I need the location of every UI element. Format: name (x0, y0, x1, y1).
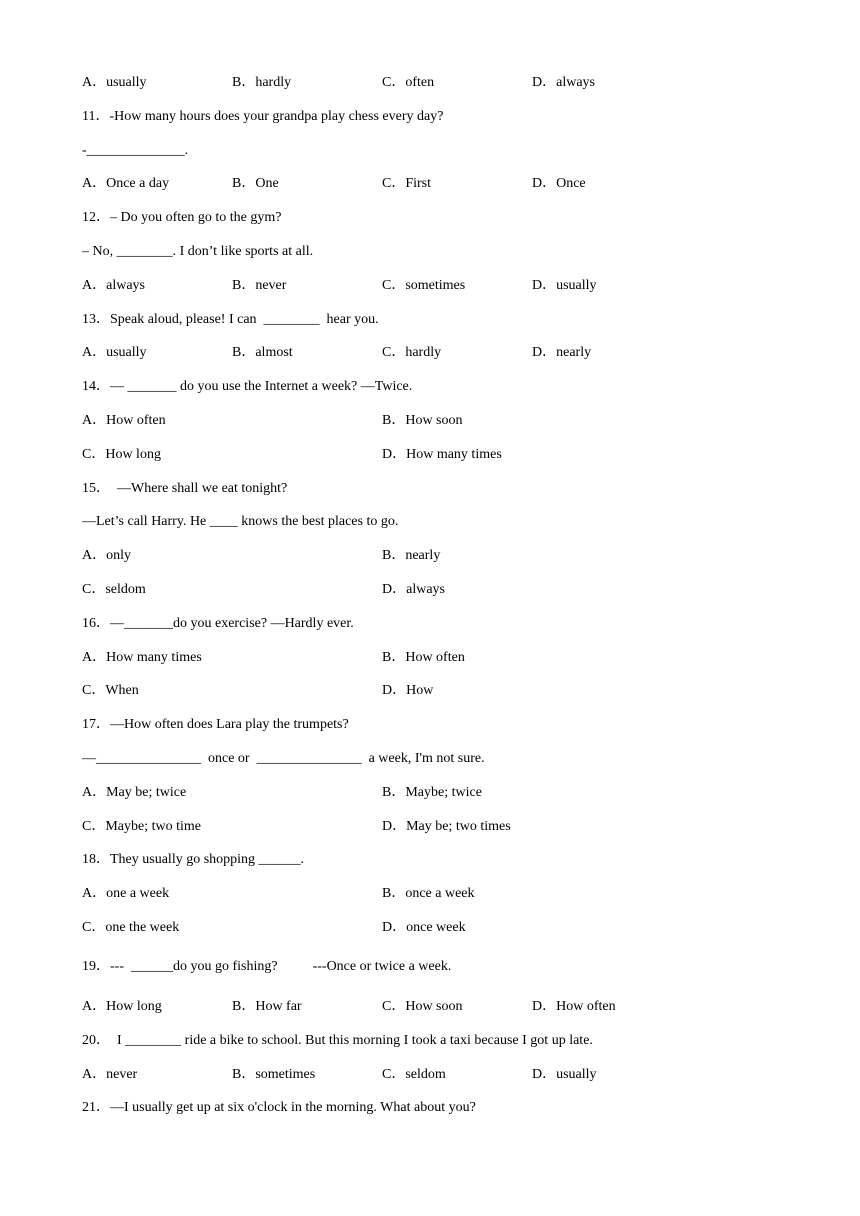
q13-option-a: A．usually (82, 345, 147, 360)
q14-option-c: C．How long (82, 447, 161, 462)
q15-option-d: D．always (382, 582, 445, 597)
q10-option-b: B．hardly (232, 75, 292, 90)
q10-option-a: A．usually (82, 75, 147, 90)
q14-option-d: D．How many times (382, 447, 502, 462)
q10-option-d: D．always (532, 75, 595, 90)
q15-stem: 15． —Where shall we eat tonight? (82, 481, 288, 496)
q17-option-c: C．Maybe; two time (82, 819, 201, 834)
q16-option-a: A．How many times (82, 650, 202, 665)
q19-option-a: A．How long (82, 999, 162, 1014)
q11-option-d: D．Once (532, 176, 586, 191)
q16-option-c: C．When (82, 683, 139, 698)
q14-stem: 14．— _______ do you use the Internet a week? —Twice. (82, 379, 413, 394)
q19-option-c: C．How soon (382, 999, 463, 1014)
q13-stem: 13．Speak aloud, please! I can ________ hear you. (82, 312, 379, 327)
q10-option-c: C．often (382, 75, 435, 90)
q18-option-b: B．once a week (382, 886, 475, 901)
q19-option-d: D．How often (532, 999, 616, 1014)
q12-option-d: D．usually (532, 278, 597, 293)
q14-option-a: A．How often (82, 413, 166, 428)
q15-option-a: A．only (82, 548, 131, 563)
q13-option-d: D．nearly (532, 345, 592, 360)
q15-option-b: B．nearly (382, 548, 441, 563)
q13-option-b: B．almost (232, 345, 293, 360)
q20-stem: 20． I ________ ride a bike to school. But this morning I took a taxi because I got up late. (82, 1033, 593, 1048)
q14-option-b: B．How soon (382, 413, 463, 428)
q16-stem: 16．—_______do you exercise? —Hardly ever. (82, 616, 354, 631)
q12-answer-line: – No, ________. I don’t like sports at all. (82, 244, 314, 259)
q16-option-d: D．How (382, 683, 434, 698)
q11-option-c: C．First (382, 176, 432, 191)
q20-option-a: A．never (82, 1067, 138, 1082)
q20-option-b: B．sometimes (232, 1067, 316, 1082)
q15-option-c: C．seldom (82, 582, 146, 597)
q18-option-d: D．once week (382, 920, 466, 935)
q19-stem: 19．--- ______do you go fishing? ---Once or twice a week. (82, 959, 452, 974)
q17-option-d: D．May be; two times (382, 819, 511, 834)
q16-option-b: B．How often (382, 650, 465, 665)
q12-stem: 12．– Do you often go to the gym? (82, 210, 282, 225)
q17-answer-line: —_______________ once or _______________ a week, I'm not sure. (82, 751, 485, 766)
q17-stem: 17．—How often does Lara play the trumpets? (82, 717, 349, 732)
q18-option-c: C．one the week (82, 920, 180, 935)
q17-option-a: A．May be; twice (82, 785, 187, 800)
q20-option-d: D．usually (532, 1067, 597, 1082)
q18-option-a: A．one a week (82, 886, 170, 901)
q13-option-c: C．hardly (382, 345, 442, 360)
q18-stem: 18．They usually go shopping ______. (82, 852, 305, 867)
q11-answer-line: -______________. (82, 143, 189, 158)
q11-option-b: B．One (232, 176, 279, 191)
q21-stem: 21．—I usually get up at six o'clock in the morning. What about you? (82, 1100, 476, 1115)
q11-stem: 11．-How many hours does your grandpa play chess every day? (82, 109, 444, 124)
q19-option-b: B．How far (232, 999, 302, 1014)
q11-option-a: A．Once a day (82, 176, 170, 191)
q12-option-b: B．never (232, 278, 287, 293)
q12-option-a: A．always (82, 278, 145, 293)
q17-option-b: B．Maybe; twice (382, 785, 482, 800)
q15-answer-line: —Let’s call Harry. He ____ knows the best places to go. (82, 514, 399, 529)
q12-option-c: C．sometimes (382, 278, 466, 293)
q20-option-c: C．seldom (382, 1067, 446, 1082)
